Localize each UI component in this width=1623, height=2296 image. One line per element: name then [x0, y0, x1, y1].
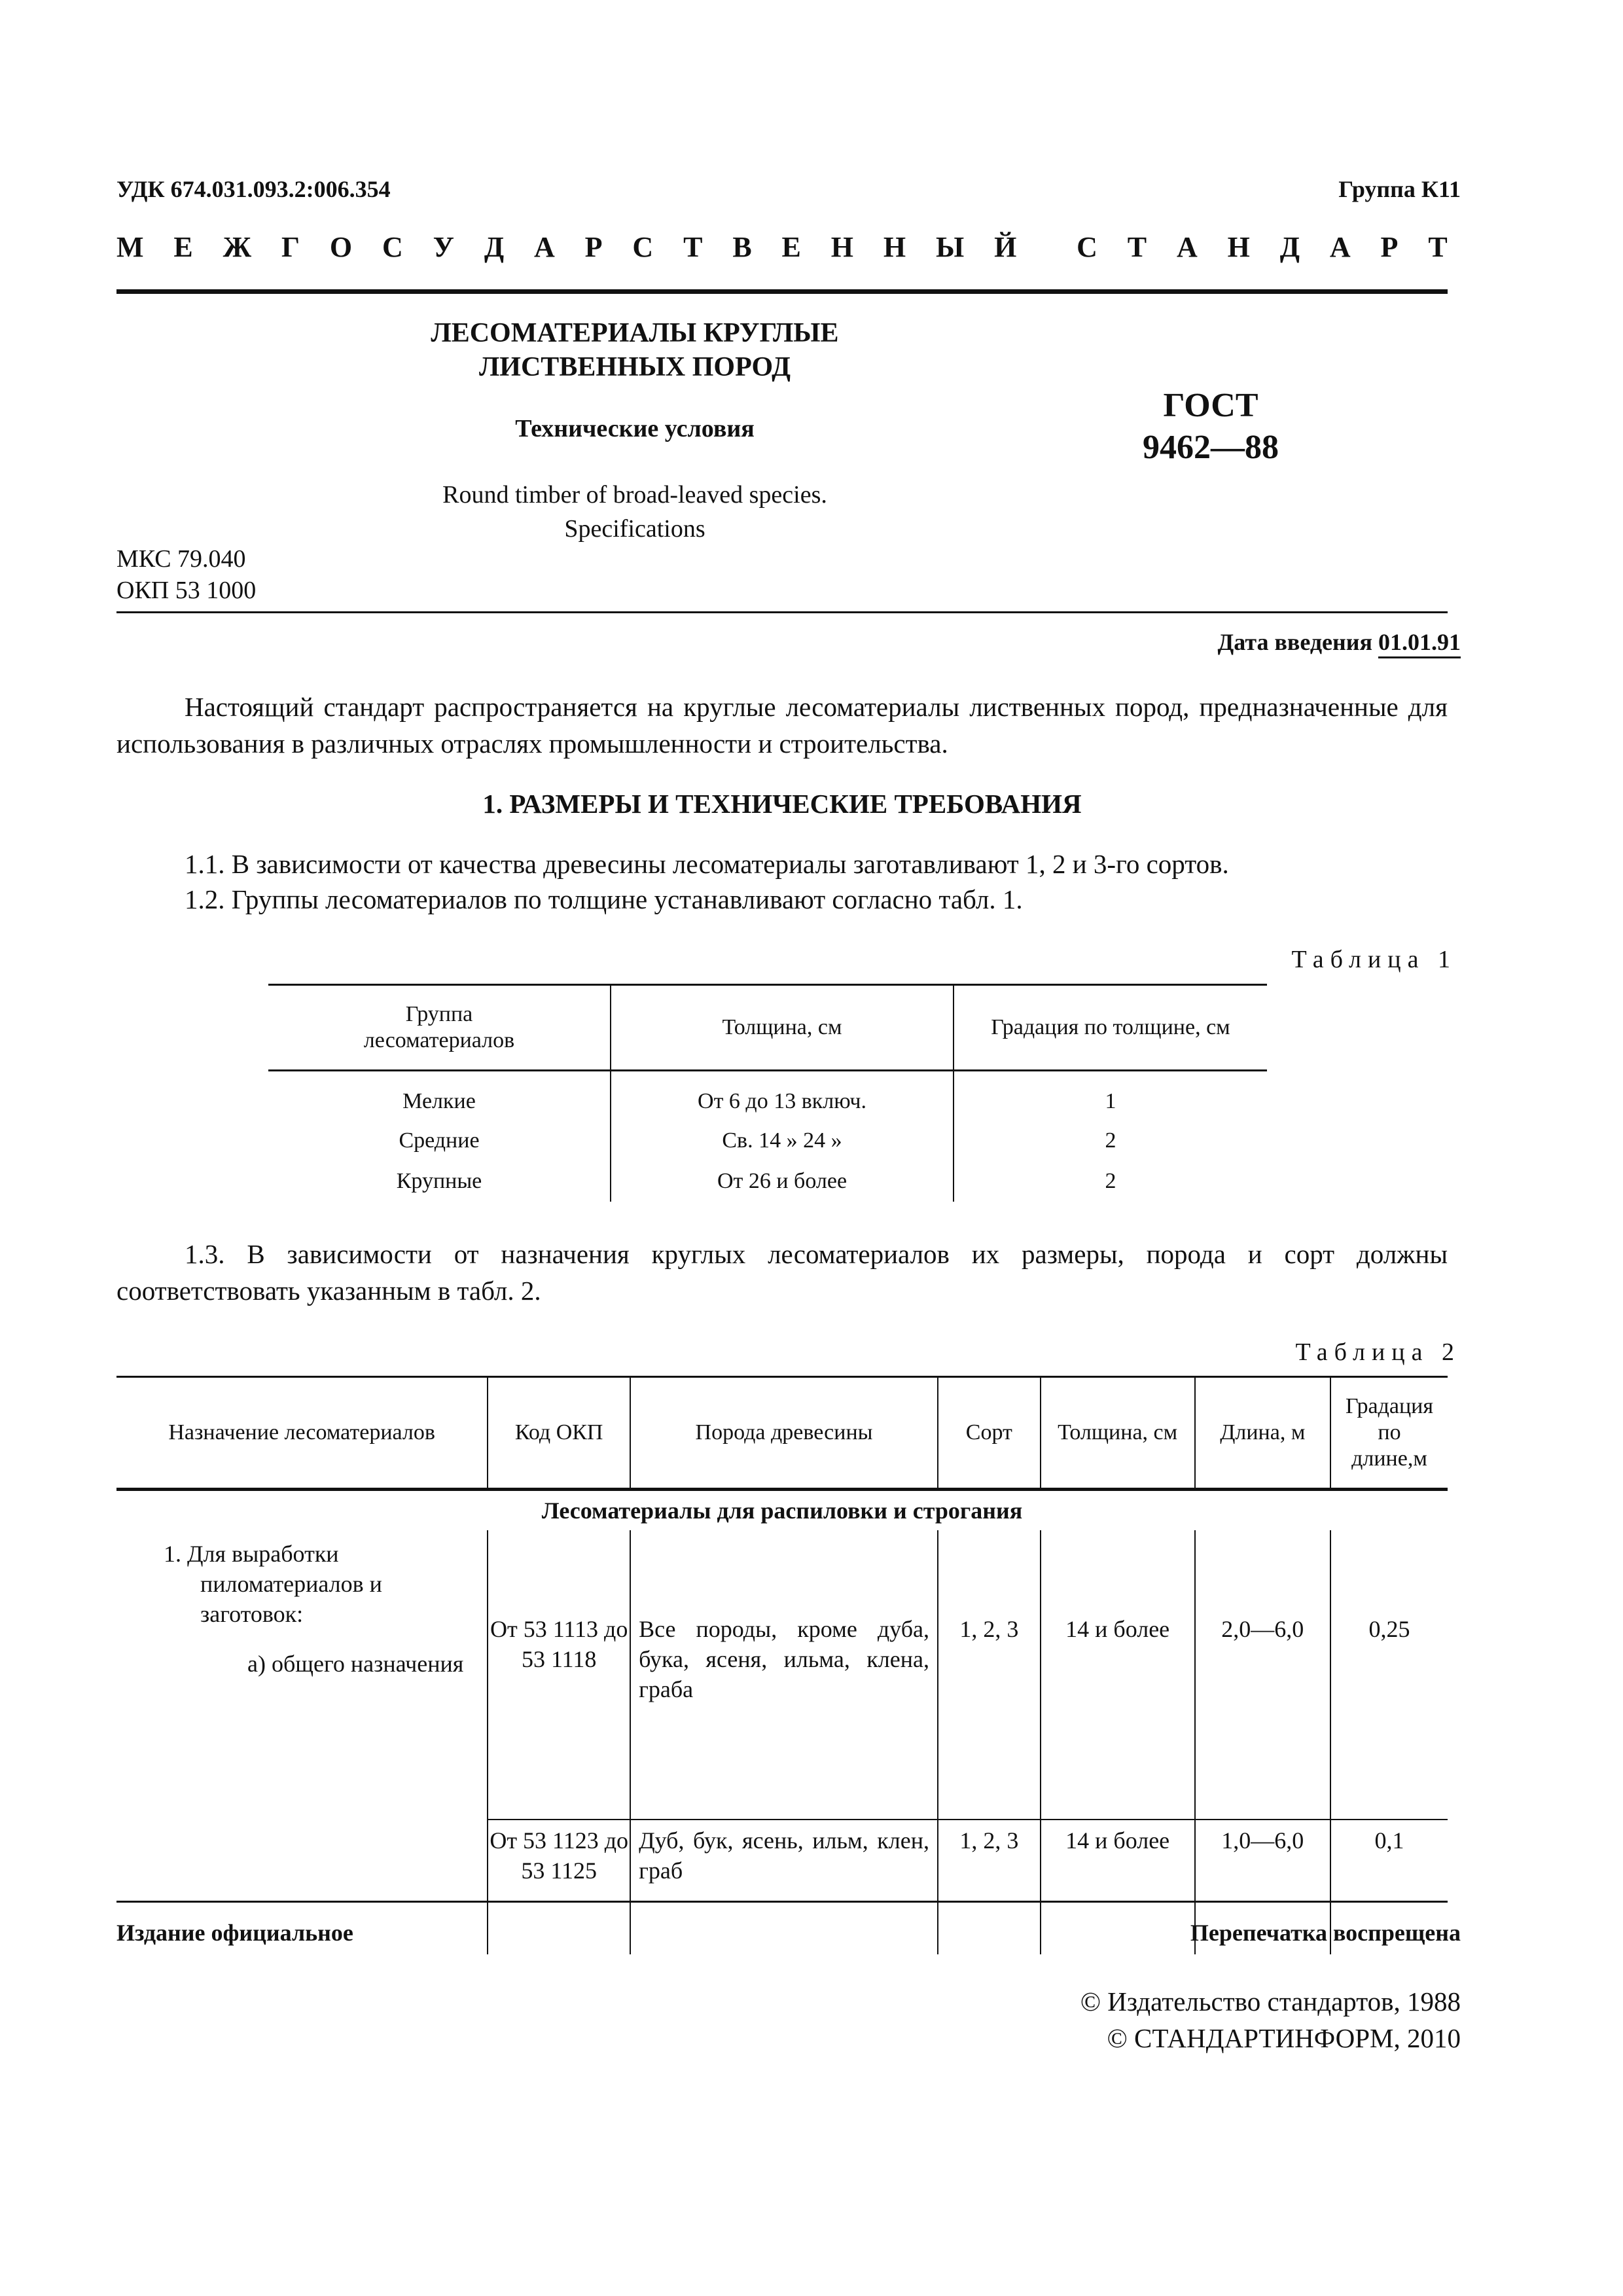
- copyright-line-1: © Издательство стандартов, 1988: [1080, 1986, 1461, 2017]
- footer-rule: [116, 1901, 1448, 1903]
- table-cell: 14 и более: [1041, 1530, 1195, 1820]
- heading-letter: Ы: [936, 231, 965, 263]
- gost-code: 9462—88: [1143, 429, 1279, 466]
- table-header: Толщина, см: [611, 985, 954, 1071]
- heading-letter: У: [433, 231, 454, 263]
- heading-letter: А: [534, 231, 555, 263]
- table-row: [116, 1530, 1448, 1820]
- table-cell: 2: [954, 1121, 1267, 1161]
- table-header: Сорт: [938, 1377, 1041, 1490]
- english-title: [353, 478, 916, 546]
- heading-letter: Р: [1380, 231, 1399, 263]
- table-cell: 1, 2, 3: [938, 1530, 1041, 1820]
- purpose-item-1a: а) общего назначения: [247, 1651, 464, 1677]
- heading-letter: С: [382, 231, 403, 263]
- section-heading: 1. РАЗМЕРЫ И ТЕХНИЧЕСКИЕ ТРЕБОВАНИЯ: [482, 789, 1082, 819]
- heading-letter: Й: [994, 231, 1017, 263]
- heading-letter: Р: [584, 231, 603, 263]
- table-cell: От 26 и более: [611, 1161, 954, 1202]
- heading-letter: Г: [281, 231, 300, 263]
- table-row: [268, 1071, 1267, 1121]
- table-header: Градация по толщине, см: [954, 985, 1267, 1071]
- gost-label: ГОСТ: [1163, 387, 1258, 424]
- table-purpose-cell: [116, 1530, 488, 1954]
- english-title-line-2: Specifications: [564, 515, 705, 543]
- english-title-line-1: Round timber of broad-leaved species.: [442, 481, 827, 509]
- clause-1-3: 1.3. В зависимости от назначения круглых лесоматериалов их размеры, порода и сорт должны соответствовать указанным в табл. 2.: [116, 1239, 1448, 1306]
- purpose-item-1: 1. Для выработки пиломатериалов и заготовок:: [164, 1541, 382, 1627]
- table-header: Длина, м: [1195, 1377, 1330, 1490]
- table-1-caption: Таблица 1: [1291, 946, 1457, 973]
- effective-date-label: Дата введения: [1217, 629, 1372, 655]
- table-1: [268, 984, 1267, 1202]
- table-cell: Дуб, бук, ясень, ильм, клен, граб: [630, 1820, 938, 1954]
- reprint-notice: Перепечатка воспрещена: [1190, 1920, 1461, 1946]
- heading-letter: Д: [1279, 231, 1300, 263]
- table-cell: 2: [954, 1161, 1267, 1202]
- copyright-block: [1080, 1983, 1461, 2056]
- title-line-1: ЛЕСОМАТЕРИАЛЫ КРУГЛЫЕ: [431, 318, 839, 348]
- table-cell: Мелкие: [402, 1089, 476, 1113]
- table-row: [268, 1121, 1267, 1161]
- heading-letter: В: [732, 231, 752, 263]
- table-cell: От 53 1113 до 53 1118: [488, 1530, 630, 1820]
- heading-letter: О: [329, 231, 353, 263]
- heading-letter: Д: [484, 231, 505, 263]
- udk-code: УДК 674.031.093.2:006.354: [116, 176, 391, 202]
- header-rule: [116, 289, 1448, 294]
- heading-letter: М: [116, 231, 144, 263]
- table-cell: От 6 до 13 включ.: [611, 1071, 954, 1121]
- table-cell: Все породы, кроме дуба, бука, ясеня, ильма, клена, граба: [630, 1530, 938, 1820]
- table-header: Назначение лесоматериалов: [116, 1377, 488, 1490]
- heading-letter: Н: [883, 231, 906, 263]
- classification-codes: [116, 543, 256, 606]
- table-2-caption: Таблица 2: [1295, 1338, 1461, 1366]
- heading-letter: С: [632, 231, 654, 263]
- intro-paragraph: Настоящий стандарт распространяется на круглые лесоматериалы лиственных пород, предназначенные для использования в различных отраслях промышленности и строительства.: [116, 692, 1448, 759]
- document-title: [353, 316, 916, 384]
- heading-letter: Т: [1428, 231, 1448, 263]
- table-cell: 14 и более: [1041, 1820, 1195, 1954]
- table-cell: Св. 14 » 24 »: [611, 1121, 954, 1161]
- table-header: Код ОКП: [488, 1377, 630, 1490]
- heading-letter: А: [1176, 231, 1198, 263]
- table-header: Группа лесоматериалов: [268, 985, 611, 1071]
- document-subtitle: Технические условия: [515, 415, 755, 442]
- heading-letter: Н: [830, 231, 854, 263]
- table-cell: 1,0—6,0: [1195, 1820, 1330, 1954]
- table-header: Градация по длине,м: [1330, 1377, 1448, 1490]
- heading-letter: Н: [1227, 231, 1250, 263]
- mks-code: МКС 79.040: [116, 545, 246, 573]
- interstate-standard-heading: [116, 230, 1448, 264]
- heading-letter: А: [1329, 231, 1351, 263]
- table-header: Толщина, см: [1041, 1377, 1195, 1490]
- heading-letter: Т: [683, 231, 703, 263]
- table-2: [116, 1376, 1448, 1954]
- official-edition: Издание официальное: [116, 1920, 353, 1946]
- table-cell: 0,1: [1330, 1820, 1448, 1954]
- okp-code: ОКП 53 1000: [116, 577, 257, 604]
- table-cell: Средние: [399, 1128, 480, 1153]
- table-cell: 1, 2, 3: [938, 1820, 1041, 1954]
- heading-letter: Е: [781, 231, 801, 263]
- title-rule: [116, 611, 1448, 613]
- heading-letter: Е: [173, 231, 193, 263]
- table-row: [268, 1161, 1267, 1202]
- title-line-2: ЛИСТВЕННЫХ ПОРОД: [479, 352, 791, 382]
- heading-letter: Т: [1127, 231, 1147, 263]
- table-cell: 1: [954, 1071, 1267, 1121]
- table-cell: Крупные: [396, 1169, 482, 1193]
- heading-letter: Ж: [223, 231, 252, 263]
- table-header: Порода древесины: [630, 1377, 938, 1490]
- table-cell: От 53 1123 до 53 1125: [488, 1820, 630, 1954]
- gost-number: [1099, 385, 1322, 469]
- effective-date: [1218, 628, 1461, 656]
- table-section-band: Лесоматериалы для распиловки и строгания: [541, 1498, 1023, 1524]
- clause-1-1: 1.1. В зависимости от качества древесины лесоматериалы заготавливают 1, 2 и 3-го сортов.: [185, 849, 1229, 879]
- table-cell: 0,25: [1330, 1530, 1448, 1820]
- copyright-line-2: © СТАНДАРТИНФОРМ, 2010: [1107, 2023, 1461, 2053]
- group-code: Группа К11: [1338, 176, 1461, 202]
- clause-1-2: 1.2. Группы лесоматериалов по толщине устанавливают согласно табл. 1.: [185, 884, 1023, 914]
- heading-letter: С: [1077, 231, 1097, 263]
- table-cell: 2,0—6,0: [1195, 1530, 1330, 1820]
- effective-date-value: 01.01.91: [1378, 629, 1461, 658]
